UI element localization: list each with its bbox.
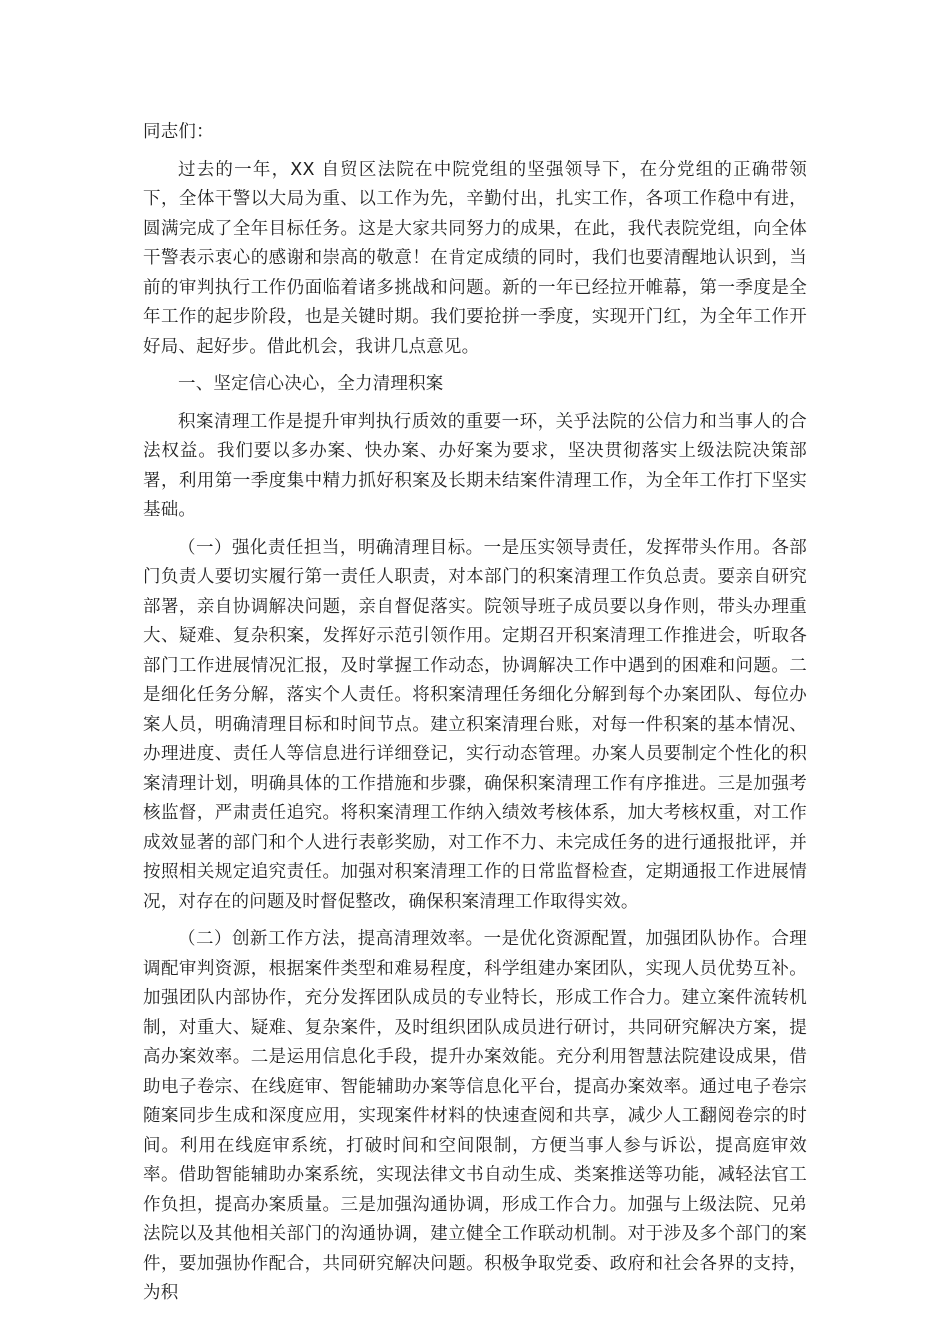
salutation: 同志们：	[143, 122, 214, 142]
document-page	[143, 118, 807, 1317]
subsection-paragraph-2: （二）创新工作方法，提高清理效率。一是优化资源配置，加强团队协作。合理调配审判资源，根据案件类型和难易程度，科学组建办案团队，实现人员优势互补。加强团队内部协作，充分发挥团队成员的专业特长，形成工作合力。建立案件流转机制，对重大、疑难、复杂案件，及时组织团队成员进行研讨，共同研究解决方案，提高办案效率。二是运用信息化手段，提升办案效能。充分利用智慧法院建设成果，借助电子卷宗、在线庭审、智能辅助办案等信息化平台，提高办案效率。通过电子卷宗随案同步生成和深度应用，实现案件材料的快速查阅和共享，减少人工翻阅卷宗的时间。利用在线庭审系统，打破时间和空间限制，方便当事人参与诉讼，提高庭审效率。借助智能辅助办案系统，实现法律文书自动生成、类案推送等功能，减轻法官工作负担，提高办案质量。三是加强沟通协调，形成工作合力。加强与上级法院、兄弟法院以及其他相关部门的沟通协调，建立健全工作联动机制。对于涉及多个部门的案件，要加强协作配合，共同研究解决问题。积极争取党委、政府和社会各界的支持，为积	[143, 929, 807, 1303]
intro-paragraph: 过去的一年，XX 自贸区法院在中院党组的坚强领导下，在分党组的正确带领下，全体干警以大局为重、以工作为先，辛勤付出，扎实工作，各项工作稳中有进，圆满完成了全年目标任务。这是大家共同努力的成果，在此，我代表院党组，向全体干警表示衷心的感谢和崇高的敬意！在肯定成绩的同时，我们也要清醒地认识到，当前的审判执行工作仍面临着诸多挑战和问题。新的一年已经拉开帷幕，第一季度是全年工作的起步阶段，也是关键时期。我们要抢拼一季度，实现开门红，为全年工作开好局、起好步。借此机会，我讲几点意见。	[143, 159, 807, 357]
section-heading: 一、坚定信心决心，全力清理积案	[178, 374, 444, 394]
subsection-paragraph-1: （一）强化责任担当，明确清理目标。一是压实领导责任，发挥带头作用。各部门负责人要切实履行第一责任人职责，对本部门的积案清理工作负总责。要亲自研究部署，亲自协调解决问题，亲自督促落实。院领导班子成员要以身作则，带头办理重大、疑难、复杂积案，发挥好示范引领作用。定期召开积案清理工作推进会，听取各部门工作进展情况汇报，及时掌握工作动态，协调解决工作中遇到的困难和问题。二是细化任务分解，落实个人责任。将积案清理任务细化分解到每个办案团队、每位办案人员，明确清理目标和时间节点。建立积案清理台账，对每一件积案的基本情况、办理进度、责任人等信息进行详细登记，实行动态管理。办案人员要制定个性化的积案清理计划，明确具体的工作措施和步骤，确保积案清理工作有序推进。三是加强考核监督，严肃责任追究。将积案清理工作纳入绩效考核体系，加大考核权重，对工作成效显著的部门和个人进行表彰奖励，对工作不力、未完成任务的进行通报批评，并按照相关规定追究责任。加强对积案清理工作的日常监督检查，定期通报工作进展情况，对存在的问题及时督促整改，确保积案清理工作取得实效。	[143, 537, 807, 912]
section-intro-paragraph: 积案清理工作是提升审判执行质效的重要一环，关乎法院的公信力和当事人的合法权益。我们要以多办案、快办案、办好案为要求，坚决贯彻落实上级法院决策部署，利用第一季度集中精力抓好积案及长期未结案件清理工作，为全年工作打下坚实基础。	[143, 411, 807, 520]
